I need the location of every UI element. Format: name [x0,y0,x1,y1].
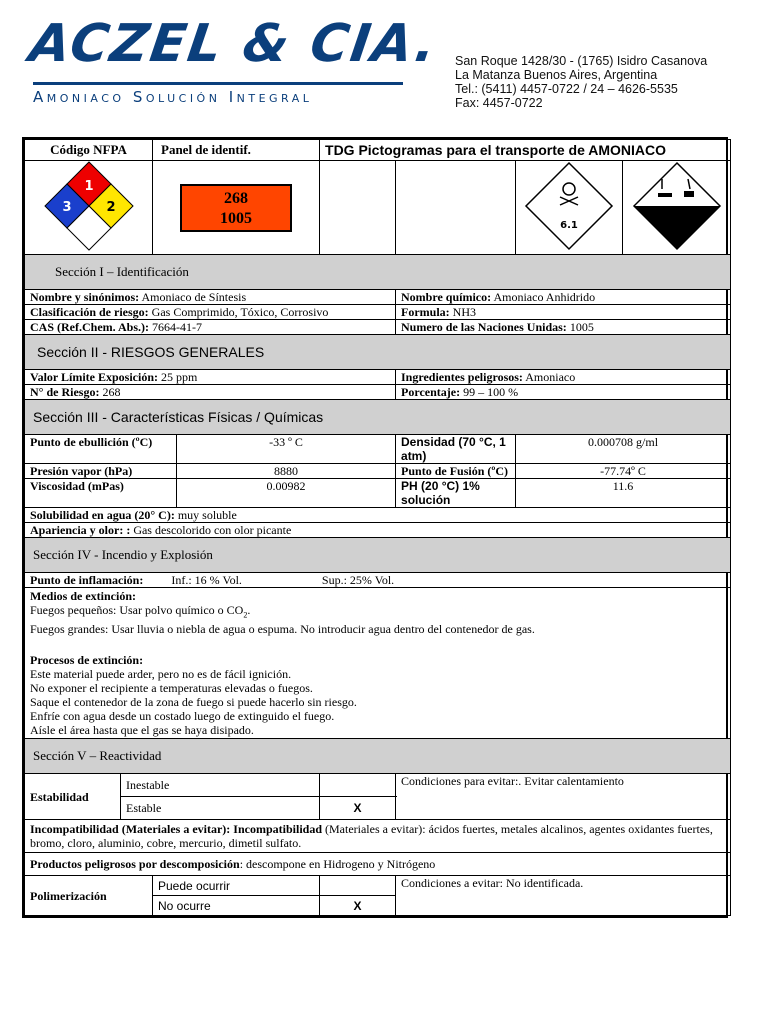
percentage-row: Porcentaje: 99 – 100 % [396,385,731,400]
stable-mark: X [320,797,396,820]
company-logo: ACZEL & CIA. [25,14,442,74]
nfpa-diamond-icon [44,161,134,251]
company-address [455,54,707,110]
may-occur-mark [320,876,396,896]
stability-conditions: Condiciones para evitar:. Evitar calentamiento [396,774,731,820]
unstable-option: Inestable [121,774,320,797]
nfpa-header: Código NFPA [25,140,153,161]
panel-un-number: 1005 [220,209,252,227]
exposure-limit-row: Valor Límite Exposición: 25 ppm [25,370,396,385]
ph-label: PH (20 °C) 1% solución [396,479,516,508]
extinction-block: Medios de extinción: Fuegos pequeños: Usar polvo químico o $CO_2$. Fuegos grandes: Usar lluvia o niebla de agua o espuma. No introducir agua dentro del contenedor de gas. Procesos de extinción: Este material puede arder, pero no es de fácil ignición. No exponer el recipiente a temperaturas elevadas o fuegos. Saque el contenedor de la zona de fuego si puede hacerlo sin riesgo. Enfríe con agua desde un costado luego de extinguido el fuego. Aísle el área hasta que el gas se haya disipado. [25,588,731,739]
tdg-header: TDG Pictogramas para el transporte de AMONIACO [320,140,731,161]
ingredients-row: Ingredientes peligrosos: Amoniaco [396,370,731,385]
safety-data-sheet [22,137,728,918]
does-not-occur-option: No ocurre [153,896,320,916]
viscosity-label: Viscosidad (mPas) [25,479,177,508]
toxic-class: 6.1 [560,220,578,231]
toxic-picto-cell [516,161,623,255]
panel-hazard-number: 268 [224,189,248,207]
melting-point-value: -77.74º C [516,464,731,479]
blank-picto-cell [320,161,396,255]
vapor-pressure-label: Presión vapor (hPa) [25,464,177,479]
toxic-skull-icon [524,161,614,251]
density-value: 0.000708 g/ml [516,435,731,464]
fax-line: Fax: 4457-0722 [455,96,543,110]
nfpa-reactivity: 2 [105,200,116,215]
address-line: La Matanza Buenos Aires, Argentina [455,68,658,82]
polymerization-conditions: Condiciones a evitar: No identificada. [396,876,731,916]
polymerization-label: Polimerización [25,876,153,916]
panel-header: Panel de identif. [153,140,320,161]
section-4-title: Sección IV - Incendio y Explosión [25,538,731,573]
density-label: Densidad (70 °C, 1 atm) [396,435,516,464]
corrosive-picto-cell [623,161,731,255]
orange-panel-cell [153,161,320,255]
orange-panel [180,184,292,232]
company-tagline: Amoniaco Solución Integral [33,88,313,106]
risk-class-row: Clasificación de riesgo: Gas Comprimido, Tóxico, Corrosivo [25,305,396,320]
vapor-pressure-value: 8880 [177,464,396,479]
address-line: San Roque 1428/30 - (1765) Isidro Casanova [455,54,708,68]
boiling-point-value: -33 º C [177,435,396,464]
nfpa-health: 3 [61,200,72,215]
section-1-title: Sección I – Identificación [25,255,731,290]
corrosive-icon [632,161,722,251]
stable-option: Estable [121,797,320,820]
melting-point-label: Punto de Fusión (ºC) [396,464,516,479]
may-occur-option: Puede ocurrir [153,876,320,896]
name-row: Nombre y sinónimos: Amoniaco de Síntesis [25,290,396,305]
flash-point-row: Punto de inflamación: Inf.: 16 % Vol. Sup.: 25% Vol. [25,573,731,588]
formula-row: Formula: NH3 [396,305,731,320]
cas-row: CAS (Ref.Chem. Abs.): 7664-41-7 [25,320,396,335]
blank-picto-cell [396,161,516,255]
viscosity-value: 0.00982 [177,479,396,508]
stability-label: Estabilidad [25,774,121,820]
solubility-row: Solubilidad en agua (20° C): muy soluble [25,508,731,523]
section-3-title: Sección III - Características Físicas / Químicas [25,400,731,435]
appearance-row: Apariencia y olor: : Gas descolorido con olor picante [25,523,731,538]
does-not-occur-mark: X [320,896,396,916]
nfpa-fire: 1 [83,179,94,194]
risk-number-row: N° de Riesgo: 268 [25,385,396,400]
logo-divider [33,82,403,85]
section-2-title: Sección II - RIESGOS GENERALES [25,335,731,370]
ph-value: 11.6 [516,479,731,508]
unstable-mark [320,774,396,797]
un-number-row: Numero de las Naciones Unidas: 1005 [396,320,731,335]
boiling-point-label: Punto de ebullición (ºC) [25,435,177,464]
decomposition-row: Productos peligrosos por descomposición: descompone en Hidrogeno y Nitrógeno [25,853,731,876]
section-5-title: Sección V – Reactividad [25,739,731,774]
phone-line: Tel.: (5411) 4457-0722 / 24 – 4626-5535 [455,82,678,96]
incompatibility-row: Incompatibilidad (Materiales a evitar): Incompatibilidad (Materiales a evitar): ácidos fuertes, metales alcalinos, agentes oxidantes fuertes, bromo, cloro, aluminio, cobre, mercurio, dimetil sulfato. [25,820,731,853]
nfpa-diamond [25,161,153,255]
chem-name-row: Nombre químico: Amoniaco Anhidrido [396,290,731,305]
